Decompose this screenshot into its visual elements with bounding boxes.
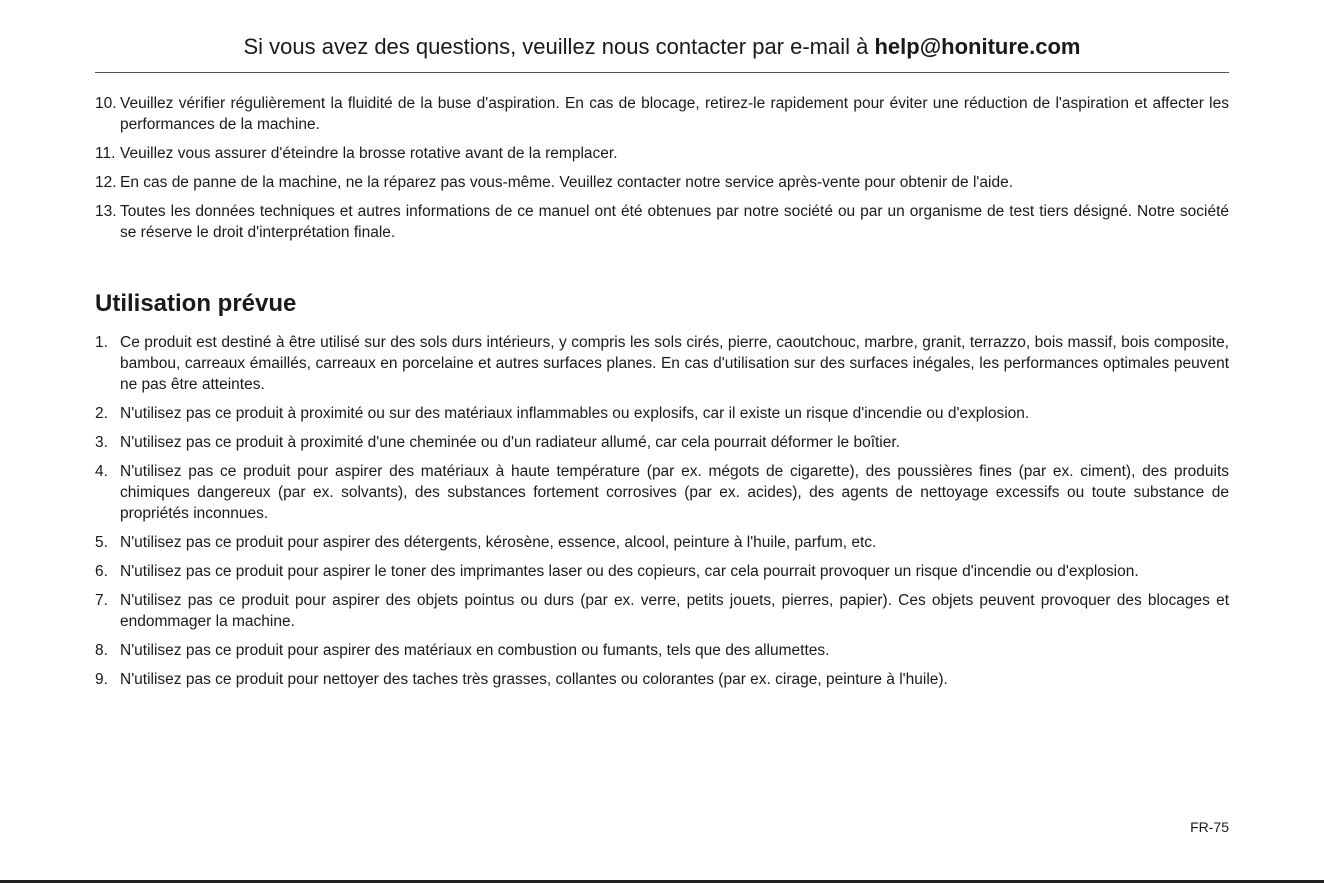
header-divider: [95, 72, 1229, 73]
list-item-number: 2.: [95, 405, 108, 422]
list-item-text: Ce produit est destiné à être utilisé sur des sols durs intérieurs, y compris les sols cirés, pierre, caoutchouc, marbre, granit, terrazzo, bois massif, bois composite, bambou, carreaux émaillés, carreaux en porcelaine et autres surfaces planes. En cas d'utilisation sur des surfaces inégales, les performances optimales peuvent ne pas être atteintes.: [120, 334, 1229, 393]
list-item: [95, 143, 1229, 164]
list-item-text: N'utilisez pas ce produit pour aspirer des matériaux en combustion ou fumants, tels que des allumettes.: [120, 642, 830, 659]
list-item-text: N'utilisez pas ce produit pour nettoyer des taches très grasses, collantes ou colorantes (par ex. cirage, peinture à l'huile).: [120, 671, 948, 688]
list-item: [95, 561, 1229, 582]
section-title: Utilisation prévue: [95, 290, 297, 317]
list-item-number: 9.: [95, 671, 108, 688]
list-item-number: 1.: [95, 334, 108, 351]
list-item-text: N'utilisez pas ce produit pour aspirer le toner des imprimantes laser ou des copieurs, car cela pourrait provoquer un risque d'incendie ou d'explosion.: [120, 563, 1139, 580]
list-item-number: 8.: [95, 642, 108, 659]
list-item-number: 12.: [95, 174, 117, 191]
safety-list-continued: [95, 93, 1229, 251]
list-item-text: Toutes les données techniques et autres informations de ce manuel ont été obtenues par notre société ou par un organisme de test tiers désigné. Notre société se réserve le droit d'interprétation finale.: [120, 203, 1229, 241]
support-email: help@honiture.com: [874, 34, 1081, 59]
list-item-number: 11.: [95, 145, 116, 162]
list-item-number: 6.: [95, 563, 108, 580]
list-item: [95, 461, 1229, 524]
list-item-number: 5.: [95, 534, 108, 551]
list-item-number: 7.: [95, 592, 108, 609]
list-item-text: N'utilisez pas ce produit pour aspirer des objets pointus ou durs (par ex. verre, petits jouets, pierres, papier). Ces objets peuvent provoquer des blocages et endommager la machine.: [120, 592, 1229, 630]
list-item: [95, 432, 1229, 453]
list-item-text: En cas de panne de la machine, ne la réparez pas vous-même. Veuillez contacter notre service après-vente pour obtenir de l'aide.: [120, 174, 1013, 191]
list-item-text: N'utilisez pas ce produit pour aspirer des matériaux à haute température (par ex. mégots de cigarette), des poussières fines (par ex. ciment), des produits chimiques dangereux (par ex. solvants), des substances fortement corrosives (par ex. acides), des agents de nettoyage excessifs ou toute substance de propriétés inconnues.: [120, 463, 1229, 522]
list-item: [95, 403, 1229, 424]
list-item: [95, 172, 1229, 193]
list-item-text: Veuillez vérifier régulièrement la fluidité de la buse d'aspiration. En cas de blocage, retirez-le rapidement pour éviter une réduction de l'aspiration et affecter les performances de la machine.: [120, 95, 1229, 133]
list-item: [95, 93, 1229, 135]
list-item-number: 13.: [95, 203, 117, 220]
header-text: Si vous avez des questions, veuillez nous contacter par e-mail à: [243, 34, 875, 59]
page-number: FR-75: [1190, 819, 1229, 835]
page-header: [95, 30, 1229, 64]
list-item-text: N'utilisez pas ce produit pour aspirer des détergents, kérosène, essence, alcool, peinture à l'huile, parfum, etc.: [120, 534, 877, 551]
list-item: [95, 532, 1229, 553]
list-item-text: N'utilisez pas ce produit à proximité ou sur des matériaux inflammables ou explosifs, car il existe un risque d'incendie ou d'explosion.: [120, 405, 1030, 422]
list-item-number: 10.: [95, 95, 117, 112]
list-item-number: 3.: [95, 434, 108, 451]
list-item-number: 4.: [95, 463, 108, 480]
list-item: [95, 640, 1229, 661]
list-item-text: Veuillez vous assurer d'éteindre la brosse rotative avant de la remplacer.: [120, 145, 618, 162]
list-item: [95, 201, 1229, 243]
list-item-text: N'utilisez pas ce produit à proximité d'une cheminée ou d'un radiateur allumé, car cela pourrait déformer le boîtier.: [120, 434, 900, 451]
list-item: [95, 332, 1229, 395]
intended-use-list: [95, 332, 1229, 698]
list-item: [95, 669, 1229, 690]
list-item: [95, 590, 1229, 632]
